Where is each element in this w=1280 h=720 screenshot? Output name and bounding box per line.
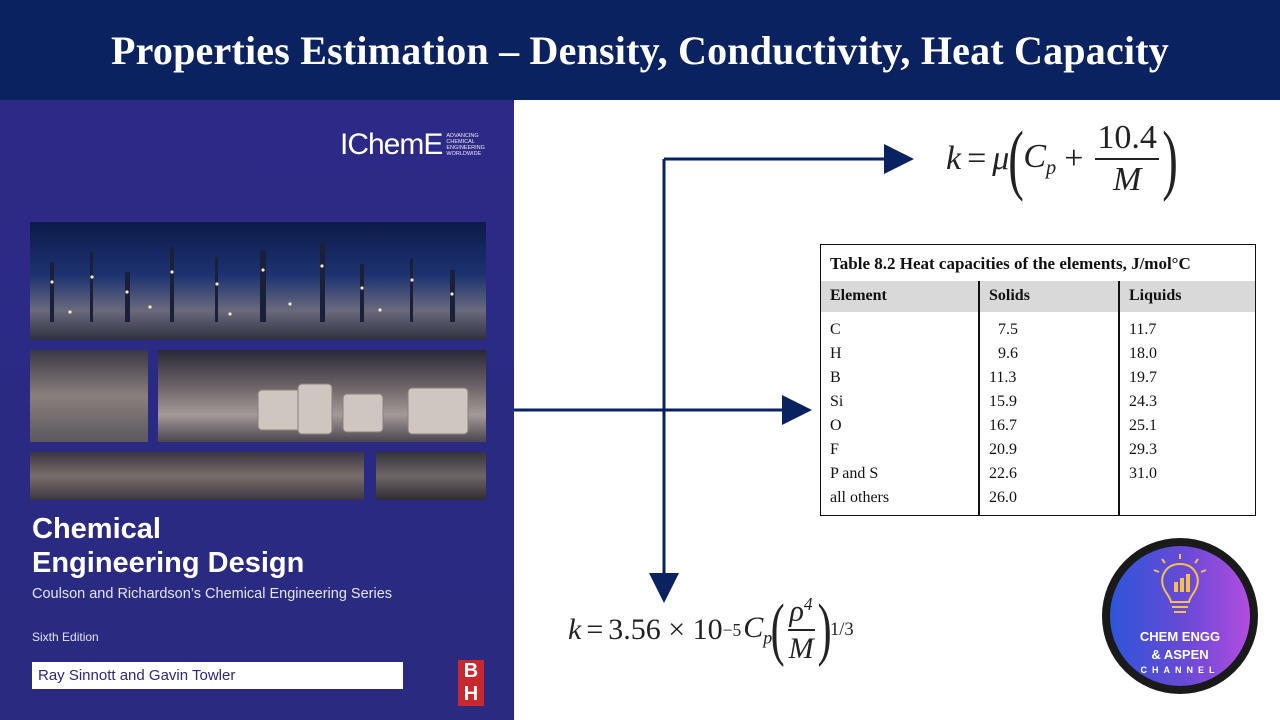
channel-badge	[1102, 538, 1258, 694]
table-cell-liquids: 18.0	[1129, 345, 1157, 362]
table-row	[821, 415, 1255, 439]
book-authors: Ray Sinnott and Gavin Towler	[38, 667, 236, 684]
formula1-plus: +	[1064, 140, 1084, 177]
table-row	[821, 391, 1255, 415]
formula2-coefficient: 3.56 × 10	[608, 613, 723, 646]
badge-line3: CHANNEL	[1140, 665, 1220, 675]
formula2-numerator	[788, 595, 815, 631]
table-cell-liquids: 11.7	[1129, 321, 1157, 338]
badge-line2: & ASPEN	[1151, 647, 1209, 662]
table-cell-liquids: 24.3	[1129, 393, 1157, 410]
table-header-element: Element	[830, 287, 887, 304]
table-cell-element: F	[830, 441, 839, 458]
formula1-cp	[1023, 138, 1056, 180]
table-cell-solids: 11.3	[989, 369, 1017, 386]
formula2-cp-base: C	[743, 611, 764, 645]
formula2-rho: ρ	[789, 594, 804, 628]
formula1-equals: =	[967, 140, 987, 177]
formula1-numerator: 10.4	[1095, 120, 1159, 160]
formula1-cp-sub: p	[1046, 157, 1057, 180]
table-header-solids: Solids	[989, 287, 1030, 304]
table-row	[821, 343, 1255, 367]
table-cell-solids: 22.6	[989, 465, 1017, 482]
table-cell-element: C	[830, 321, 841, 338]
heat-capacity-table	[820, 244, 1256, 516]
table-cell-element: Si	[830, 393, 844, 410]
table-cell-element: all others	[830, 489, 890, 506]
formula2-equals: =	[586, 613, 604, 646]
formula1-right-paren: )	[1162, 115, 1178, 202]
table-cell-solids: 16.7	[989, 417, 1017, 434]
table-row	[821, 367, 1255, 391]
formula2-exponent: −5	[722, 619, 742, 640]
thermal-conductivity-formula-1	[946, 115, 1178, 202]
formula1-lhs: k	[946, 140, 962, 177]
bh-imprint-logo: B H	[458, 660, 484, 706]
table-cell-liquids: 29.3	[1129, 441, 1157, 458]
table-cell-solids: 20.9	[989, 441, 1017, 458]
formula2-power: 1/3	[829, 619, 854, 640]
formula1-cp-base: C	[1023, 137, 1047, 175]
book-title-line2: Engineering Design	[32, 547, 305, 579]
formula2-rho-exponent: 4	[803, 594, 813, 615]
table-cell-element: P and S	[830, 465, 879, 482]
formula2-cp-sub: p	[763, 627, 773, 648]
table-cell-solids: 15.9	[989, 393, 1017, 410]
book-title-line1: Chemical	[32, 513, 161, 545]
formula2-fraction	[788, 595, 815, 664]
formula1-left-paren: (	[1008, 115, 1025, 202]
formula1-denominator: M	[1113, 161, 1142, 198]
formula2-right-paren: )	[817, 591, 832, 668]
formula2-left-paren: (	[770, 591, 785, 668]
table-cell-solids: 26.0	[989, 489, 1017, 506]
book-series: Coulson and Richardson’s Chemical Engineering Series	[32, 586, 393, 602]
table-cell-liquids: 25.1	[1129, 417, 1157, 434]
table-header-liquids: Liquids	[1129, 287, 1182, 304]
publisher-name: IChemE	[340, 128, 443, 161]
table-cell-element: O	[830, 417, 842, 434]
table-cell-solids: 9.6	[998, 345, 1018, 362]
channel-badge-inner	[1110, 546, 1250, 686]
table-cell-solids: 7.5	[998, 321, 1018, 338]
thermal-conductivity-formula-2	[568, 591, 854, 668]
formula1-mu: μ	[992, 140, 1010, 177]
formula2-denominator: M	[788, 632, 814, 666]
table-cell-element: B	[830, 369, 841, 386]
formula1-fraction	[1095, 120, 1159, 197]
formula2-lhs: k	[568, 613, 582, 646]
formula2-cp	[743, 611, 772, 648]
badge-line1: CHEM ENGG	[1139, 629, 1221, 644]
table-cell-liquids: 31.0	[1129, 465, 1157, 482]
table-row	[821, 319, 1255, 343]
publisher-tagline: ADVANCING CHEMICAL ENGINEERING WORLDWIDE	[446, 133, 485, 157]
slide-title: Properties Estimation – Density, Conductivity, Heat Capacity	[111, 27, 1169, 73]
lightbulb-icon	[1110, 546, 1250, 626]
table-row	[821, 487, 1255, 511]
book-edition: Sixth Edition	[32, 630, 99, 644]
table-body	[821, 319, 1255, 511]
table-cell-liquids: 19.7	[1129, 369, 1157, 386]
table-row	[821, 439, 1255, 463]
table-cell-element: H	[830, 345, 842, 362]
table-row	[821, 463, 1255, 487]
table-caption: Table 8.2 Heat capacities of the elements, J/mol°C	[830, 254, 1191, 273]
